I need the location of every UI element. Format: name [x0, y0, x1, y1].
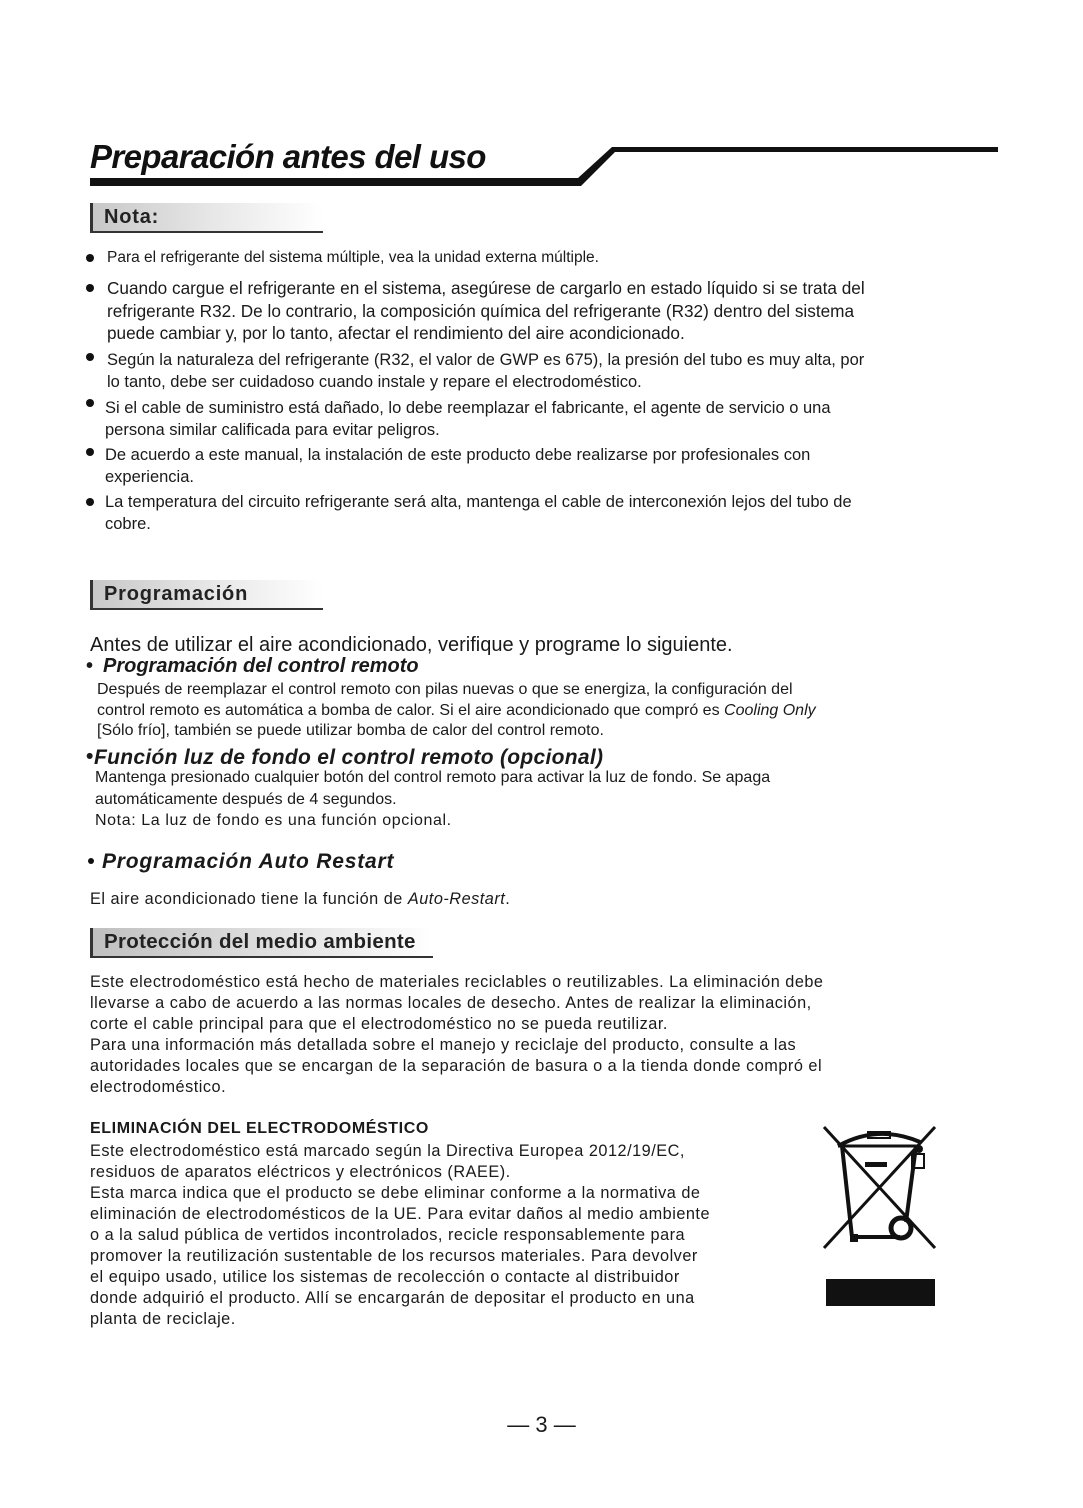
section-header-programacion: Programación — [90, 580, 323, 610]
text-line: donde adquirió el producto. Allí se encargarán de depositar el producto en una — [90, 1289, 695, 1307]
text-line: experiencia. — [105, 468, 194, 486]
bullet-icon — [88, 858, 94, 864]
text-line: Para una información más detallada sobre el manejo y reciclaje del producto, consulte a las — [90, 1036, 797, 1054]
backlight-paragraph: Mantenga presionado cualquier botón del control remoto para activar la luz de fondo. Se apaga automáticamente después de 4 segundos. Nota: La luz de fondo es una función opcional. — [95, 769, 771, 829]
page-number: — 3 — — [507, 1412, 576, 1437]
text-line: promover la reutilización sustentable de los recursos materiales. Para devolver — [90, 1247, 698, 1265]
list-item — [86, 277, 865, 345]
programacion-intro: Antes de utilizar el aire acondicionado, verifique y programe lo siguiente. — [90, 634, 733, 656]
text-line: planta de reciclaje. — [90, 1310, 236, 1328]
text-line: electrodoméstico. — [90, 1078, 227, 1096]
text-line: corte el cable principal para que el electrodoméstico no se pueda reutilizar. — [90, 1015, 668, 1033]
text-line: o a la salud pública de vertidos incontrolados, recicle responsablemente para — [90, 1226, 686, 1244]
bullet-icon — [86, 284, 94, 292]
bullet-icon: • — [86, 745, 94, 768]
text-line: llevarse a cabo de acuerdo a las normas locales de desecho. Antes de realizar la eliminación, — [90, 994, 812, 1012]
bullet-icon — [86, 498, 94, 506]
remote-heading: Programación del control remoto — [103, 655, 419, 677]
section-header-proteccion: Protección del medio ambiente — [90, 928, 433, 958]
text-line: refrigerante R32. De lo contrario, la composición química del refrigerante (R32) dentro del sistema — [107, 300, 855, 321]
auto-restart-text: El aire acondicionado tiene la función de Auto-Restart. — [90, 890, 511, 908]
text-line: persona similar calificada para evitar peligros. — [105, 421, 440, 439]
bullet-icon: • — [86, 655, 94, 677]
text-line: puede cambiar y, por lo tanto, afectar el rendimiento del aire acondicionado. — [107, 323, 685, 343]
crossed-out-wheelie-bin-icon — [820, 1122, 940, 1312]
bullet-icon — [86, 448, 94, 456]
bullet-icon — [86, 353, 94, 361]
auto-restart-heading: Programación Auto Restart — [102, 850, 395, 873]
text-line: Cuando cargue el refrigerante en el sistema, asegúrese de cargarlo en estado líquido si se trata del — [107, 278, 865, 298]
section-header-nota: Nota: — [90, 203, 323, 233]
text-line: De acuerdo a este manual, la instalación de este producto debe realizarse por profesionales con — [105, 446, 811, 464]
text-line: autoridades locales que se encargan de la separación de basura o a la tienda donde compró el — [90, 1057, 823, 1075]
text-line: Si el cable de suministro está dañado, lo debe reemplazar el fabricante, el agente de servicio o una — [105, 399, 831, 417]
text-line: el equipo usado, utilice los sistemas de recolección o contacte al distribuidor — [90, 1268, 680, 1286]
bullet-icon — [86, 254, 94, 262]
page-title: Preparación antes del uso — [90, 138, 486, 175]
list-item — [86, 444, 810, 488]
text-line: Este electrodoméstico está hecho de materiales reciclables o reutilizables. La eliminación debe — [90, 973, 824, 991]
proteccion-paragraph — [90, 972, 824, 1098]
eliminacion-heading: ELIMINACIÓN DEL ELECTRODOMÉSTICO — [90, 1120, 429, 1137]
text-line: residuos de aparatos eléctricos y electrónicos (RAEE). — [90, 1163, 511, 1181]
text-line: La temperatura del circuito refrigerante será alta, mantenga el cable de interconexión lejos del tubo de — [105, 493, 852, 511]
text-line: Para el refrigerante del sistema múltiple, vea la unidad externa múltiple. — [107, 249, 599, 266]
text-line: lo tanto, debe ser cuidadoso cuando instale y repare el electrodoméstico. — [107, 373, 642, 391]
bullet-icon — [86, 399, 94, 407]
list-item — [86, 491, 852, 535]
text-line: eliminación de electrodomésticos de la UE. Para evitar daños al medio ambiente — [90, 1205, 711, 1223]
text-line: Este electrodoméstico está marcado según la Directiva Europea 2012/19/EC, — [90, 1142, 685, 1160]
list-item — [86, 349, 864, 393]
text-line: Esta marca indica que el producto se debe eliminar conforme a la normativa de — [90, 1184, 701, 1202]
title-rule — [88, 140, 1000, 190]
text-line: Según la naturaleza del refrigerante (R32, el valor de GWP es 675), la presión del tubo es muy alta, por — [107, 351, 865, 369]
text-line: cobre. — [105, 515, 151, 533]
eliminacion-paragraph — [90, 1141, 710, 1330]
list-item — [86, 247, 599, 269]
backlight-heading: Función luz de fondo el control remoto (opcional) — [94, 746, 604, 769]
remote-paragraph: Después de reemplazar el control remoto con pilas nuevas o que se energiza, la configuración del control remoto es automática a bomba de calor. Si el aire acondicionado que compró es Cooling Only [Sólo frío], también se puede utilizar bomba de calor del control remoto. — [97, 681, 816, 739]
list-item — [86, 397, 831, 441]
